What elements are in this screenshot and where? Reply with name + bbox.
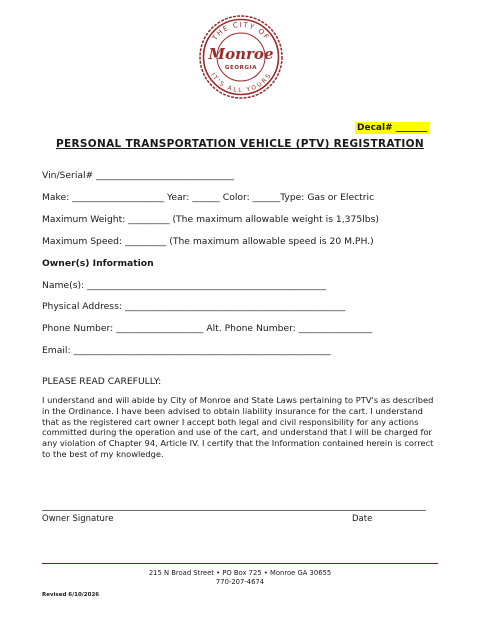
logo-state: GEORGIA bbox=[224, 65, 258, 71]
phone-number-row[interactable]: Phone Number: ___________________ Alt. Phone Number: ________________ bbox=[42, 323, 373, 334]
maximum-weight-field[interactable]: Maximum Weight: _________ (The maximum allowable weight is 1,375lbs) bbox=[42, 214, 379, 225]
email-field[interactable]: Email: ________________________________________________________ bbox=[42, 345, 331, 356]
form-title: PERSONAL TRANSPORTATION VEHICLE (PTV) REGISTRATION bbox=[56, 138, 424, 150]
footer-divider bbox=[42, 563, 438, 564]
logo-name: Monroe bbox=[208, 45, 274, 63]
city-of-monroe-logo bbox=[198, 14, 284, 100]
decal-number-field[interactable]: Decal# _______ bbox=[357, 123, 428, 133]
logo-arc-bottom: IT'S ALL YOURS bbox=[209, 71, 273, 95]
maximum-speed-field[interactable]: Maximum Speed: _________ (The maximum allowable speed is 20 M.PH.) bbox=[42, 236, 374, 247]
physical-address-field[interactable]: Physical Address: ________________________________________________ bbox=[42, 301, 346, 312]
date-label: Date bbox=[352, 514, 373, 524]
footer-phone: 770-207-4674 bbox=[215, 578, 265, 586]
owner-signature-label: Owner Signature bbox=[42, 514, 114, 524]
signature-line[interactable] bbox=[42, 510, 426, 511]
agreement-paragraph: I understand and will abide by City of Monroe and State Laws pertaining to PTV's as described in the Ordinance. I have been advised to obtain liability insurance for the cart. I understand that as the registered cart owner I accept both legal and civil responsibility for any actions committed during the operation and use of the cart, and understand that I will be charged for any violation of Chapter 94, Article IV. I certify that the Information contained herein is correct to the best of my knowledge. bbox=[42, 395, 434, 459]
footer-address: 215 N Broad Street • PO Box 725 • Monroe GA 30655 bbox=[148, 569, 332, 577]
revised-date: Revised 6/10/2026 bbox=[42, 592, 100, 598]
logo-arc-top: THE CITY OF bbox=[210, 20, 272, 43]
please-read-heading: PLEASE READ CAREFULLY: bbox=[42, 376, 162, 387]
owner-info-heading: Owner(s) Information bbox=[42, 258, 154, 269]
owner-names-field[interactable]: Name(s): ____________________________________________________ bbox=[42, 280, 326, 291]
make-year-color-type-row[interactable]: Make: ____________________ Year: ______ Color: ______Type: Gas or Electric bbox=[42, 192, 375, 203]
vin-serial-field[interactable]: Vin/Serial# ______________________________ bbox=[42, 170, 234, 181]
